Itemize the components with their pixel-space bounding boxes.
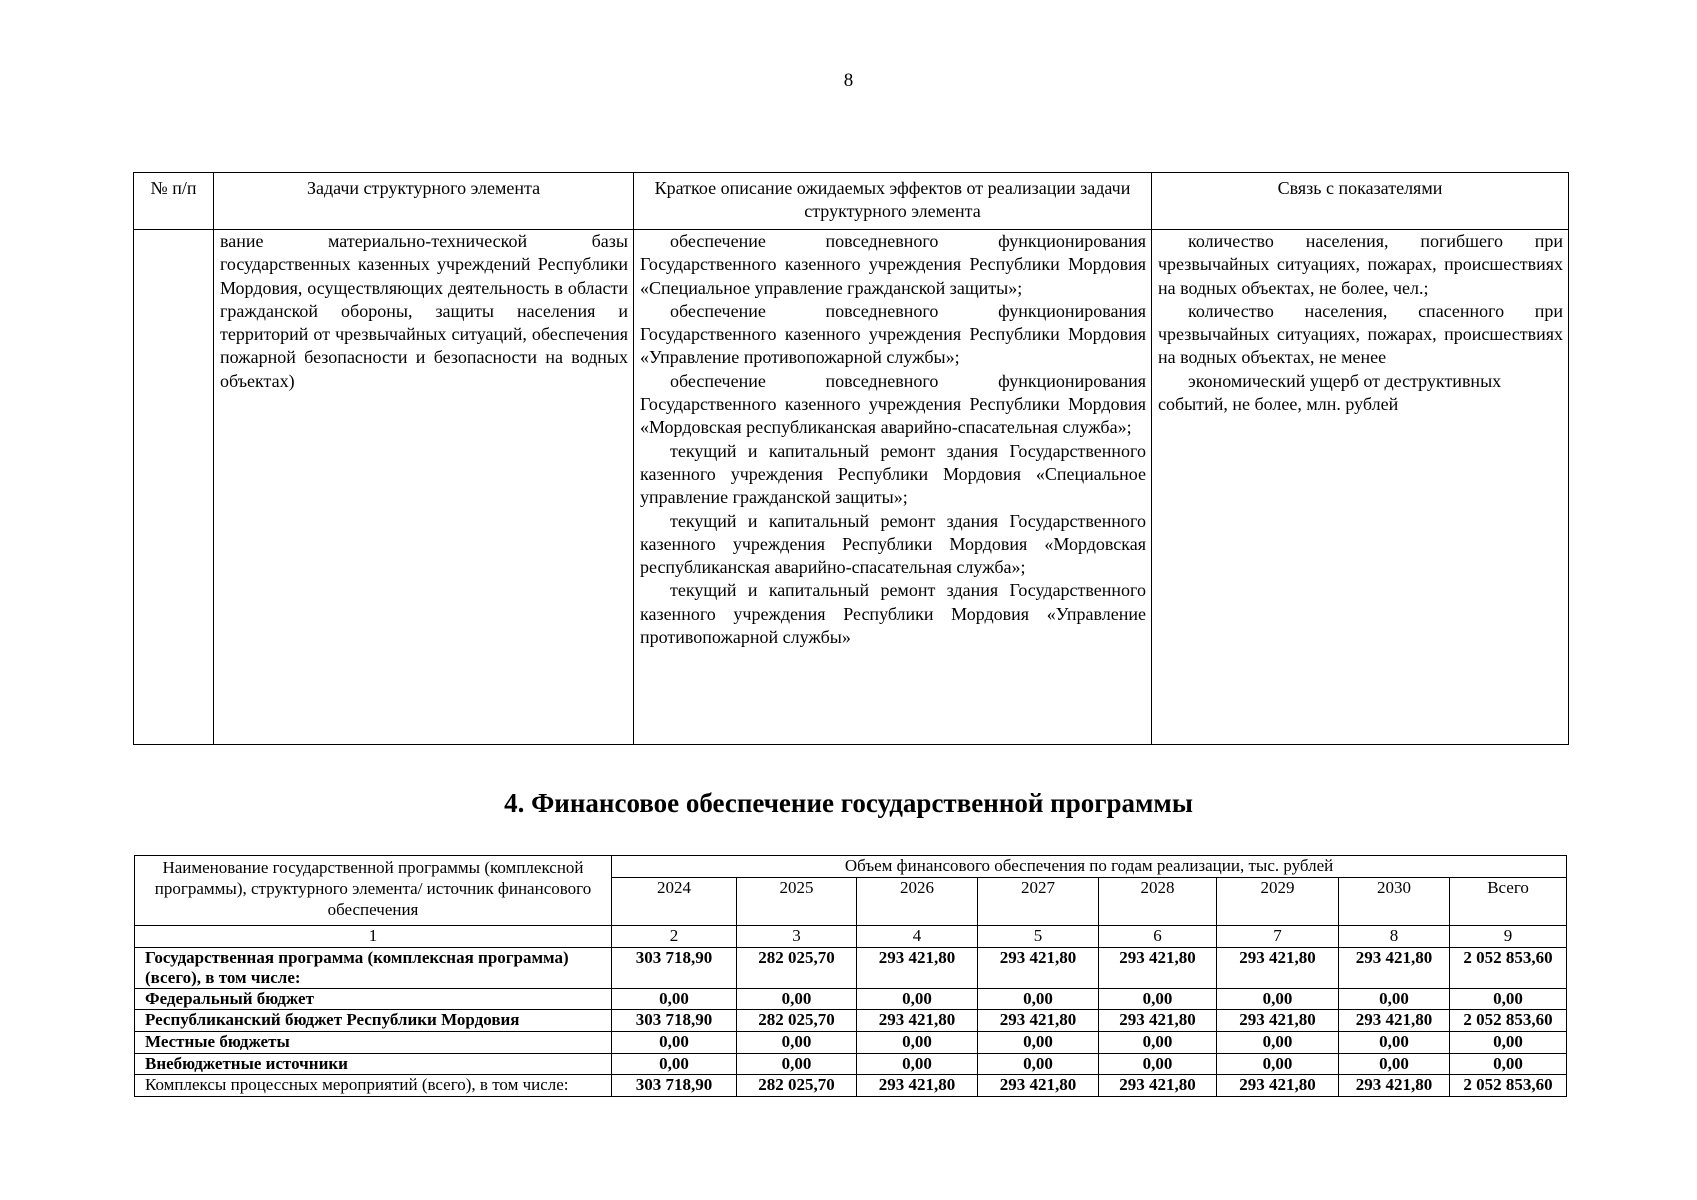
finance-row-extrabudgetary [135, 1054, 1567, 1075]
indicator-item: количество населения, спасенного при чрезвычайных ситуациях, пожарах, происшествиях на водных объектах, не менее [1158, 300, 1563, 368]
value-cell: 0,00 [1339, 1032, 1450, 1054]
value-cell: 0,00 [978, 1032, 1099, 1054]
value-cell: 293 421,80 [1339, 948, 1450, 989]
value-cell: 0,00 [1450, 1054, 1567, 1075]
effect-item: текущий и капитальный ремонт здания Государственного казенного учреждения Республики Мордовия «Мордовская республиканская аварийно-спасательная служба»; [640, 510, 1146, 578]
value-cell: 2 052 853,60 [1450, 1075, 1567, 1097]
value-cell: 0,00 [737, 1054, 857, 1075]
finance-row-local [135, 1032, 1567, 1054]
year-header: 2028 [1099, 878, 1217, 926]
value-cell: 0,00 [1450, 989, 1567, 1010]
task-text: вание материально-технической базы государственных казенных учреждений Республики Мордовия, осуществляющих деятельность в области гражданской обороны, защиты населения и территорий от чрезвычайных ситуаций, обеспечения пожарной безопасности и безопасности на водных объектах) [220, 231, 628, 391]
value-cell: 0,00 [612, 1054, 737, 1075]
row-label: Комплексы процессных мероприятий (всего), в том числе: [135, 1075, 612, 1097]
effect-item: текущий и капитальный ремонт здания Государственного казенного учреждения Республики Мордовия «Управление противопожарной службы» [640, 580, 1146, 648]
value-cell: 303 718,90 [612, 1010, 737, 1032]
column-number: 1 [135, 926, 612, 948]
value-cell: 293 421,80 [1339, 1075, 1450, 1097]
column-number: 5 [978, 926, 1099, 948]
row-label: Республиканский бюджет Республики Мордовия [135, 1010, 612, 1032]
value-cell: 282 025,70 [737, 948, 857, 989]
header-effects: Краткое описание ожидаемых эффектов от реализации задачи структурного элемента [634, 173, 1152, 230]
value-cell: 0,00 [737, 989, 857, 1010]
indicator-item: количество населения, погибшего при чрезвычайных ситуациях, пожарах, происшествиях на водных объектах, не более, чел.; [1158, 231, 1563, 298]
value-cell: 2 052 853,60 [1450, 1010, 1567, 1032]
indicator-item: экономический ущерб от деструктивных событий, не более, млн. рублей [1158, 370, 1502, 415]
value-cell: 0,00 [857, 1032, 978, 1054]
value-cell: 293 421,80 [1217, 1075, 1339, 1097]
year-header: 2030 [1339, 878, 1450, 926]
task-cell [214, 230, 634, 745]
effects-cell [634, 230, 1152, 745]
value-cell: 293 421,80 [978, 948, 1099, 989]
column-number: 4 [857, 926, 978, 948]
value-cell: 0,00 [1217, 1054, 1339, 1075]
value-cell: 293 421,80 [857, 1075, 978, 1097]
value-cell: 293 421,80 [1339, 1010, 1450, 1032]
value-cell: 293 421,80 [1099, 1075, 1217, 1097]
value-cell: 293 421,80 [978, 1075, 1099, 1097]
year-header: 2029 [1217, 878, 1339, 926]
value-cell: 293 421,80 [857, 1010, 978, 1032]
header-number: № п/п [134, 173, 214, 230]
effect-item: текущий и капитальный ремонт здания Государственного казенного учреждения Республики Мордовия «Специальное управление гражданской защиты»; [640, 440, 1146, 508]
row-label: Местные бюджеты [135, 1032, 612, 1054]
page-number: 8 [843, 70, 854, 91]
finance-section-title: 4. Финансовое обеспечение государственной программы [504, 788, 1193, 818]
finance-row-process-complexes [135, 1075, 1567, 1097]
finance-header-row [135, 856, 1567, 878]
value-cell: 0,00 [612, 989, 737, 1010]
value-cell: 0,00 [737, 1032, 857, 1054]
tasks-header-row [134, 173, 1569, 230]
year-header: 2027 [978, 878, 1099, 926]
value-cell: 303 718,90 [612, 1075, 737, 1097]
column-number: 8 [1339, 926, 1450, 948]
value-cell: 0,00 [857, 989, 978, 1010]
column-number: 2 [612, 926, 737, 948]
row-label: Внебюджетные источники [135, 1054, 612, 1075]
value-cell: 293 421,80 [857, 948, 978, 989]
value-cell: 303 718,90 [612, 948, 737, 989]
year-header: 2025 [737, 878, 857, 926]
value-cell: 293 421,80 [1099, 948, 1217, 989]
value-cell: 0,00 [978, 989, 1099, 1010]
value-cell: 0,00 [1099, 1032, 1217, 1054]
column-numbers-row [135, 926, 1567, 948]
finance-volume-header: Объем финансового обеспечения по годам реализации, тыс. рублей [612, 856, 1567, 878]
value-cell: 282 025,70 [737, 1010, 857, 1032]
effect-item: обеспечение повседневного функционирования Государственного казенного учреждения Республики Мордовия «Управление противопожарной службы»; [640, 300, 1146, 368]
finance-name-header: Наименование государственной программы (комплексной программы), структурного элемента/ источник финансового обеспечения [135, 856, 612, 926]
header-indicators: Связь с показателями [1152, 173, 1569, 230]
value-cell: 0,00 [1099, 989, 1217, 1010]
finance-row-republican [135, 1010, 1567, 1032]
column-number: 3 [737, 926, 857, 948]
finance-row-federal [135, 989, 1567, 1010]
value-cell: 0,00 [1339, 989, 1450, 1010]
value-cell: 0,00 [857, 1054, 978, 1075]
value-cell: 282 025,70 [737, 1075, 857, 1097]
indicators-cell [1152, 230, 1569, 745]
year-header: 2024 [612, 878, 737, 926]
column-number: 9 [1450, 926, 1567, 948]
effect-item: обеспечение повседневного функционирования Государственного казенного учреждения Республики Мордовия «Специальное управление гражданской защиты»; [640, 231, 1146, 298]
value-cell: 2 052 853,60 [1450, 948, 1567, 989]
value-cell: 293 421,80 [1099, 1010, 1217, 1032]
header-tasks: Задачи структурного элемента [214, 173, 634, 230]
row-label: Федеральный бюджет [135, 989, 612, 1010]
column-number: 7 [1217, 926, 1339, 948]
value-cell: 0,00 [1339, 1054, 1450, 1075]
effect-item: обеспечение повседневного функционирования Государственного казенного учреждения Республики Мордовия «Мордовская республиканская аварийно-спасательная служба»; [640, 370, 1146, 438]
value-cell: 0,00 [1217, 1032, 1339, 1054]
row-label: Государственная программа (комплексная программа) (всего), в том числе: [135, 948, 612, 989]
value-cell: 0,00 [978, 1054, 1099, 1075]
tasks-table [133, 172, 1569, 745]
tasks-row [134, 230, 1569, 745]
task-number-cell [134, 230, 214, 745]
value-cell: 0,00 [612, 1032, 737, 1054]
year-header: 2026 [857, 878, 978, 926]
value-cell: 0,00 [1217, 989, 1339, 1010]
value-cell: 0,00 [1099, 1054, 1217, 1075]
value-cell: 293 421,80 [1217, 948, 1339, 989]
value-cell: 0,00 [1450, 1032, 1567, 1054]
column-number: 6 [1099, 926, 1217, 948]
total-header: Всего [1450, 878, 1567, 926]
finance-table [134, 855, 1567, 1097]
value-cell: 293 421,80 [978, 1010, 1099, 1032]
finance-row-program-total [135, 948, 1567, 989]
value-cell: 293 421,80 [1217, 1010, 1339, 1032]
